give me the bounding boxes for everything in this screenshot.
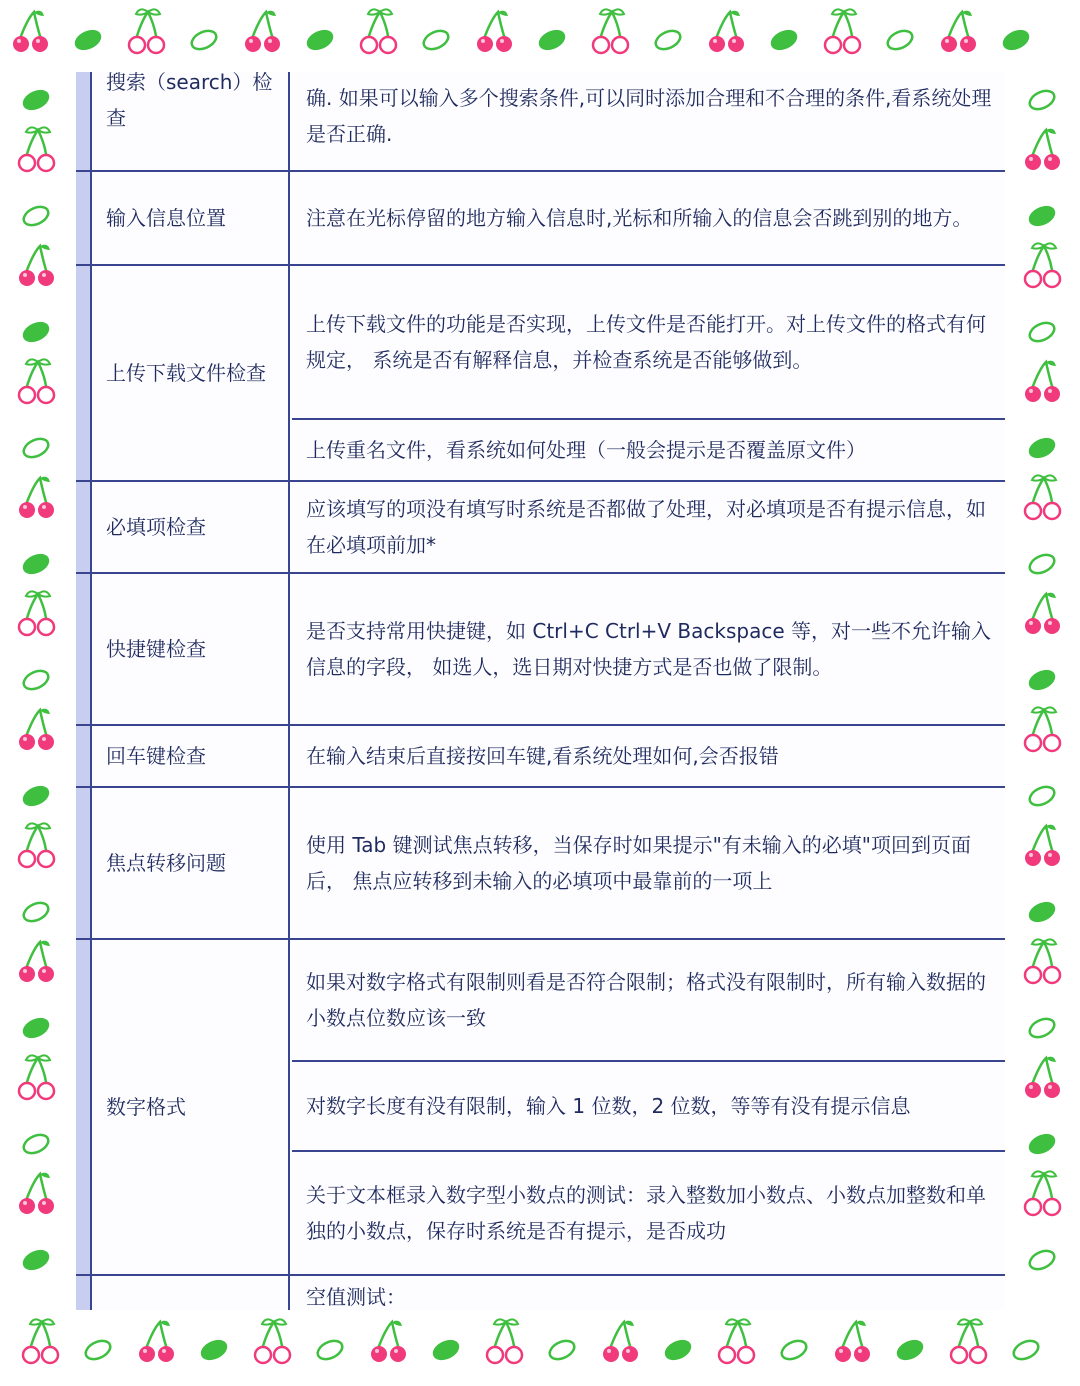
check-item: [292, 726, 1005, 786]
cherry-icon: [1025, 593, 1060, 634]
cherry-icon: [1025, 939, 1060, 983]
leaf-icon: [21, 667, 51, 692]
leaf-icon: [20, 86, 53, 114]
leaf-icon: [536, 26, 569, 54]
leaf-icon: [779, 1337, 809, 1362]
category-label: 焦点转移问题: [106, 851, 226, 875]
cherry-icon: [1025, 1171, 1060, 1215]
cherry-icon: [1025, 129, 1060, 170]
cherry-icon: [13, 11, 48, 52]
cherry-icon: [129, 9, 164, 53]
cherry-icon: [1025, 243, 1060, 287]
leaf-icon: [21, 435, 51, 460]
category-cell: [90, 266, 290, 480]
cherry-icon: [245, 11, 280, 52]
leaf-icon: [1027, 783, 1057, 808]
check-item: [292, 172, 1005, 264]
cherry-icon: [835, 1321, 870, 1362]
leaf-icon: [20, 550, 53, 578]
leaf-icon: [1026, 898, 1059, 926]
leaf-icon: [1011, 1337, 1041, 1362]
table-row: [76, 266, 1005, 482]
check-item: [292, 1276, 1005, 1310]
check-item-text: 使用 Tab 键测试焦点转移，当保存时如果提示"有未输入的必填"项回到页面后， 焦点应转移到未输入的必填项中最靠前的一项上: [306, 833, 971, 893]
description-cell: [292, 1276, 1005, 1310]
category-label: 快捷键检查: [106, 637, 206, 661]
check-item-text: 注意在光标停留的地方输入信息时,光标和所输入的信息会否跳到别的地方。: [306, 206, 973, 230]
cherry-icon: [825, 9, 860, 53]
leaf-icon: [20, 1246, 53, 1274]
description-cell: [292, 72, 1005, 170]
description-cell: [292, 940, 1005, 1274]
description-cell: [292, 726, 1005, 786]
cherry-icon: [19, 245, 54, 286]
check-item: [292, 482, 1005, 572]
category-cell: [90, 788, 290, 938]
table-row: [76, 1276, 1005, 1310]
cherry-icon: [487, 1319, 522, 1363]
cherry-icon: [19, 127, 54, 171]
category-cell: [90, 72, 290, 170]
cherry-icon: [23, 1319, 58, 1363]
leaf-icon: [421, 27, 451, 52]
cherry-icon: [593, 9, 628, 53]
check-item: [292, 72, 1005, 170]
category-label: 上传下载文件检查: [106, 361, 266, 385]
check-item-text: 是否支持常用快捷键，如 Ctrl+C Ctrl+V Backspace 等，对一些不允许输入信息的字段， 如选人，选日期对快捷方式是否也做了限制。: [306, 619, 991, 679]
leaf-icon: [83, 1337, 113, 1362]
table-row: [76, 574, 1005, 726]
leaf-icon: [1026, 1130, 1059, 1158]
cherry-icon: [19, 591, 54, 635]
cherry-icon: [709, 11, 744, 52]
cherry-icon: [19, 709, 54, 750]
check-item: [292, 574, 1005, 724]
leaf-icon: [198, 1336, 231, 1364]
table-row: [76, 172, 1005, 266]
leaf-icon: [1026, 434, 1059, 462]
check-item-text: 在输入结束后直接按回车键,看系统处理如何,会否报错: [306, 744, 779, 768]
check-item: [292, 266, 1005, 420]
description-cell: [292, 266, 1005, 480]
cherry-icon: [1025, 1057, 1060, 1098]
category-label: 输入信息位置: [106, 206, 226, 230]
leaf-icon: [21, 1131, 51, 1156]
cherry-icon: [19, 941, 54, 982]
leaf-icon: [1026, 202, 1059, 230]
leaf-icon: [21, 203, 51, 228]
check-item-text: 应该填写的项没有填写时系统是否都做了处理，对必填项是否有提示信息，如在必填项前加*: [306, 497, 986, 557]
category-cell: [90, 172, 290, 264]
cherry-icon: [19, 823, 54, 867]
leaf-icon: [547, 1337, 577, 1362]
check-item-text: 上传下载文件的功能是否实现，上传文件是否能打开。对上传文件的格式有何规定， 系统是否有解释信息，并检查系统是否能够做到。: [306, 312, 986, 372]
check-item: [292, 940, 1005, 1062]
leaf-icon: [20, 1014, 53, 1042]
leaf-icon: [1027, 1015, 1057, 1040]
leaf-icon: [304, 26, 337, 54]
category-cell: [90, 940, 290, 1274]
table-row: [76, 72, 1005, 172]
leaf-icon: [768, 26, 801, 54]
cherry-icon: [719, 1319, 754, 1363]
cherry-icon: [139, 1321, 174, 1362]
leaf-icon: [20, 782, 53, 810]
check-item-text: 确. 如果可以输入多个搜索条件,可以同时添加合理和不合理的条件,看系统处理是否正确.: [306, 86, 992, 146]
category-cell: [90, 482, 290, 572]
cherry-icon: [19, 1173, 54, 1214]
leaf-icon: [1027, 1247, 1057, 1272]
category-cell: [90, 726, 290, 786]
check-item-text: 如果对数字格式有限制则看是否符合限制；格式没有限制时，所有输入数据的小数点位数应该一致: [306, 970, 986, 1030]
description-cell: [292, 172, 1005, 264]
cherry-icon: [371, 1321, 406, 1362]
leaf-icon: [1027, 319, 1057, 344]
category-label: 回车键检查: [106, 744, 206, 768]
leaf-icon: [1027, 551, 1057, 576]
description-cell: [292, 574, 1005, 724]
description-cell: [292, 482, 1005, 572]
leaf-icon: [72, 26, 105, 54]
check-item: [292, 1062, 1005, 1152]
cherry-icon: [941, 11, 976, 52]
leaf-icon: [894, 1336, 927, 1364]
category-label: 搜索（search）检查: [106, 72, 273, 130]
table-row: [76, 788, 1005, 940]
cherry-icon: [1025, 475, 1060, 519]
cherry-icon: [1025, 361, 1060, 402]
cherry-icon: [19, 359, 54, 403]
check-item-text: 对数字长度有没有限制，输入 1 位数，2 位数，等等有没有提示信息: [306, 1094, 911, 1118]
cherry-icon: [19, 477, 54, 518]
leaf-icon: [189, 27, 219, 52]
check-item: [292, 420, 1005, 480]
cherry-icon: [255, 1319, 290, 1363]
cherry-icon: [361, 9, 396, 53]
check-item-text: 空值测试：: [306, 1285, 406, 1309]
check-item-text: 上传重名文件，看系统如何处理（一般会提示是否覆盖原文件）: [306, 438, 866, 462]
cherry-icon: [19, 1055, 54, 1099]
description-cell: [292, 788, 1005, 938]
leaf-icon: [20, 318, 53, 346]
cherry-icon: [951, 1319, 986, 1363]
cherry-icon: [1025, 707, 1060, 751]
leaf-icon: [885, 27, 915, 52]
cherry-icon: [477, 11, 512, 52]
table-row: [76, 482, 1005, 574]
cherry-icon: [603, 1321, 638, 1362]
check-item: [292, 788, 1005, 938]
check-item: [292, 1152, 1005, 1274]
leaf-icon: [1026, 666, 1059, 694]
leaf-icon: [315, 1337, 345, 1362]
leaf-icon: [430, 1336, 463, 1364]
leaf-icon: [21, 899, 51, 924]
leaf-icon: [662, 1336, 695, 1364]
leaf-icon: [1027, 87, 1057, 112]
check-item-text: 关于文本框录入数字型小数点的测试：录入整数加小数点、小数点加整数和单独的小数点，保存时系统是否有提示，是否成功: [306, 1183, 986, 1243]
table-row: [76, 940, 1005, 1276]
category-cell: [90, 574, 290, 724]
cherry-icon: [1025, 825, 1060, 866]
test-checklist-document: [76, 72, 1005, 1310]
leaf-icon: [1000, 26, 1033, 54]
table-row: [76, 726, 1005, 788]
leaf-icon: [653, 27, 683, 52]
category-cell: [90, 1276, 290, 1310]
category-label: 必填项检查: [106, 515, 206, 539]
category-label: 数字格式: [106, 1095, 186, 1119]
